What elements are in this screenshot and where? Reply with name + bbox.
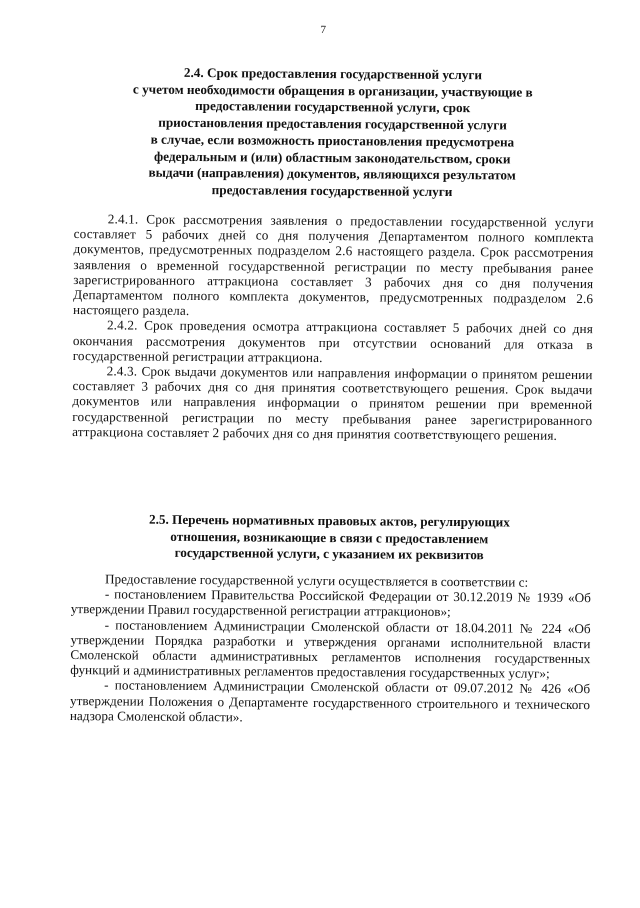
heading-line: приостановления предоставления государственной услуги — [158, 114, 507, 133]
heading-line: выдачи (направления) документов, являющихся результатом — [148, 164, 516, 183]
list-item: - постановлением Администрации Смоленской области от 09.07.2012 № 426 «Об утверждении Положения о Департаменте государственного строительного и технического надзора Смоленской области». — [69, 677, 591, 725]
heading-line: федеральным и (или) областным законодательством, сроки — [154, 148, 511, 167]
paragraph-2-4-3: 2.4.3. Срок выдачи документов или направления информации о принятом решении составляет 3 рабочих дня со дня принятия соответствующего решения. Срок выдачи документов или направления информации о принятом решении при временной государственной регистрации по месту пребывания ранее зарегистрированного аттракциона составляет 2 рабочих дня со дня принятия соответствующего решения. — [72, 363, 593, 443]
heading-line: предоставления государственной услуги — [211, 182, 453, 199]
heading-line: с учетом необходимости обращения в организации, участвующие в — [132, 81, 533, 100]
list-item: - постановлением Правительства Российской Федерации от 30.12.2019 № 1939 «Об утверждении Правил государственной регистрации аттракционов»; — [70, 586, 591, 620]
heading-line: 2.5. Перечень нормативных правовых актов, регулирующих — [148, 511, 510, 530]
page-number: 7 — [320, 23, 327, 37]
section-2-5-body — [70, 571, 591, 727]
paragraph-2-4-2: 2.4.2. Срок проведения осмотра аттракциона составляет 5 рабочих дней со дня окончания рассмотрения документов при отсутствии оснований для отказа в государственной регистрации аттракциона. — [72, 317, 594, 365]
intro-paragraph: Предоставление государственной услуги осуществляется в соответствии с: — [104, 571, 529, 590]
heading-line: предоставлении государственной услуги, срок — [195, 98, 471, 116]
section-2-4-body — [72, 211, 594, 443]
heading-line: в случае, если возможность приостановления предусмотрена — [150, 131, 515, 150]
heading-line: отношения, возникающие в связи с предоставлением — [170, 528, 489, 547]
section-2-4-heading — [92, 64, 573, 201]
heading-line: 2.4. Срок предоставления государственной услуги — [183, 64, 483, 83]
heading-line: государственной услуги, с указанием их реквизитов — [174, 545, 484, 563]
paragraph-2-4-1: 2.4.1. Срок рассмотрения заявления о предоставлении государственной услуги составляет 5 рабочих дней со дня получения Департаментом полного комплекта документов, предусмотренных подразделом 2.6 настоящего раздела. Срок рассмотрения заявления о временной государственной регистрации по месту пребывания ранее зарегистрированного аттракциона составляет 3 рабочих дня со дня получения Департаментом полного комплекта документов, предусмотренных подразделом 2.6 настоящего раздела. — [73, 211, 594, 319]
list-item: - постановлением Администрации Смоленской области от 18.04.2011 № 224 «Об утверждении Порядка разработки и утверждения органами исполнительной власти Смоленской области административных регламентов исполнения государственных функций и административных регламентов предоставления государственных услуг»; — [70, 616, 591, 682]
section-2-5-heading — [89, 511, 569, 565]
